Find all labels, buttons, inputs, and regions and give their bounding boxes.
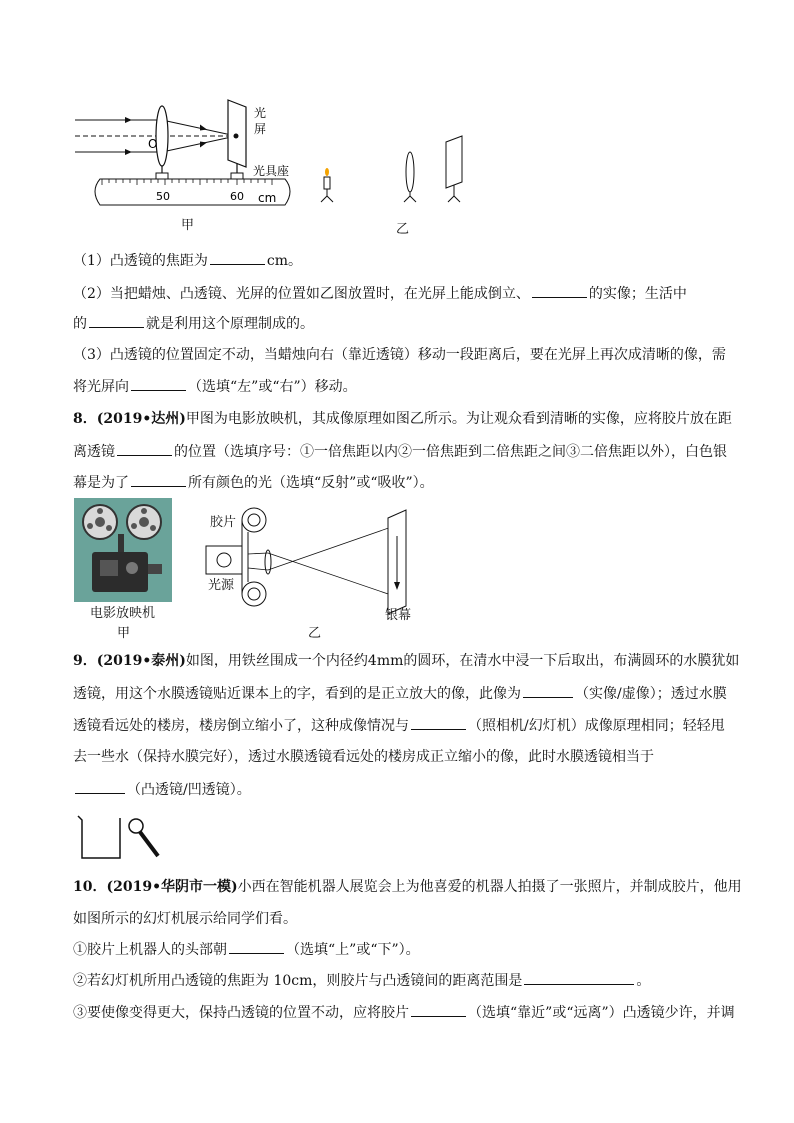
- beaker-and-wire-loop: [74, 812, 164, 862]
- screen-label-1: 光: [254, 106, 267, 120]
- lens-label: O: [148, 137, 158, 151]
- q9-line3: 透镜看远处的楼房，楼房倒立缩小了，这种成像情况与 （照相机/幻灯机）成像原理相同；轻轻甩: [73, 715, 725, 736]
- projector-jia: 甲: [117, 626, 131, 641]
- q7-part2-line1: （2）当把蜡烛、凸透镜、光屏的位置如乙图放置时，在光屏上能成倒立、 的实像；生活中: [73, 283, 687, 304]
- q7-part2-line2: 的 就是利用这个原理制成的。: [73, 313, 314, 334]
- answer-blank[interactable]: [131, 472, 186, 487]
- question-number: 10．(2019•华阴市一模): [73, 879, 238, 895]
- answer-blank[interactable]: [411, 715, 466, 730]
- tick-50: 50: [156, 190, 170, 203]
- answer-blank[interactable]: [131, 376, 186, 391]
- q10-line3: ①胶片上机器人的头部朝 （选填“上”或“下”）。: [73, 939, 420, 960]
- answer-blank[interactable]: [89, 313, 144, 328]
- q9-line4: 去一些水（保持水膜完好），透过水膜透镜看远处的楼房成正立缩小的像，此时水膜透镜相当于: [73, 749, 654, 765]
- q8-line1: 8．(2019•达州)甲图为电影放映机，其成像原理如图乙所示。为让观众看到清晰的实像，应将胶片放在距: [73, 411, 732, 427]
- question-number: 8．(2019•达州): [73, 411, 186, 427]
- tick-60: 60: [230, 190, 244, 203]
- film-label: 胶片: [210, 515, 237, 530]
- question-number: 9．(2019•泰州): [73, 653, 186, 669]
- unit-label: cm: [258, 191, 277, 205]
- projection-yi: 乙: [308, 626, 322, 641]
- q7-part3-line2: 将光屏向 （选填“左”或“右”）移动。: [73, 376, 357, 397]
- figure-candle-lens-screen: [316, 132, 466, 212]
- q8-line3: 幕是为了 所有颜色的光（选填“反射”或“吸收”）。: [73, 472, 434, 493]
- projector-photo: [74, 498, 172, 602]
- answer-blank[interactable]: [75, 779, 125, 794]
- answer-blank[interactable]: [524, 970, 634, 985]
- answer-blank[interactable]: [229, 939, 284, 954]
- q10-line4: ②若幻灯机所用凸透镜的焦距为 10cm，则胶片与凸透镜间的距离范围是 。: [73, 970, 650, 991]
- q9-line2: 透镜，用这个水膜透镜贴近课本上的字，看到的是正立放大的像，此像为 （实像/虚像）；透过水膜: [73, 683, 727, 704]
- q9-line5: （凸透镜/凹透镜）。: [73, 779, 251, 800]
- screen-label-2: 屏: [254, 122, 267, 136]
- bench-label: 光具座: [253, 164, 290, 178]
- q10-line5: ③要使像变得更大，保持凸透镜的位置不动，应将胶片 （选填“靠近”或“远离”）凸透镜少许，并调: [73, 1002, 735, 1023]
- light-source-label: 光源: [208, 578, 235, 593]
- q8-line2: 离透镜 的位置（选填序号：①一倍焦距以内②一倍焦距到二倍焦距之间③二倍焦距以外），白色银: [73, 441, 727, 462]
- q7-part1: （1）凸透镜的焦距为 cm。: [73, 250, 302, 271]
- figure-yi-label: 乙: [396, 222, 410, 237]
- answer-blank[interactable]: [117, 441, 172, 456]
- answer-blank[interactable]: [411, 1002, 466, 1017]
- answer-blank[interactable]: [532, 283, 587, 298]
- answer-blank[interactable]: [210, 250, 265, 265]
- figure-jia-label: 甲: [181, 218, 195, 233]
- silver-screen-label: 银幕: [385, 608, 412, 623]
- q10-line2: 如图所示的幻灯机展示给同学们看。: [73, 911, 297, 927]
- q7-part3-line1: （3）凸透镜的位置固定不动，当蜡烛向右（靠近透镜）移动一段距离后，要在光屏上再次成清晰的像，需: [73, 347, 726, 363]
- q10-line1: 10．(2019•华阴市一模)小西在智能机器人展览会上为他喜爱的机器人拍摄了一张照片，并制成胶片，他用: [73, 879, 742, 895]
- answer-blank[interactable]: [523, 683, 573, 698]
- projector-caption: 电影放映机: [90, 606, 156, 621]
- q9-line1: 9．(2019•泰州)如图，用铁丝围成一个内径约4mm的圆环，在清水中浸一下后取出，布满圆环的水膜犹如: [73, 653, 740, 669]
- figure-optical-bench: [70, 95, 310, 215]
